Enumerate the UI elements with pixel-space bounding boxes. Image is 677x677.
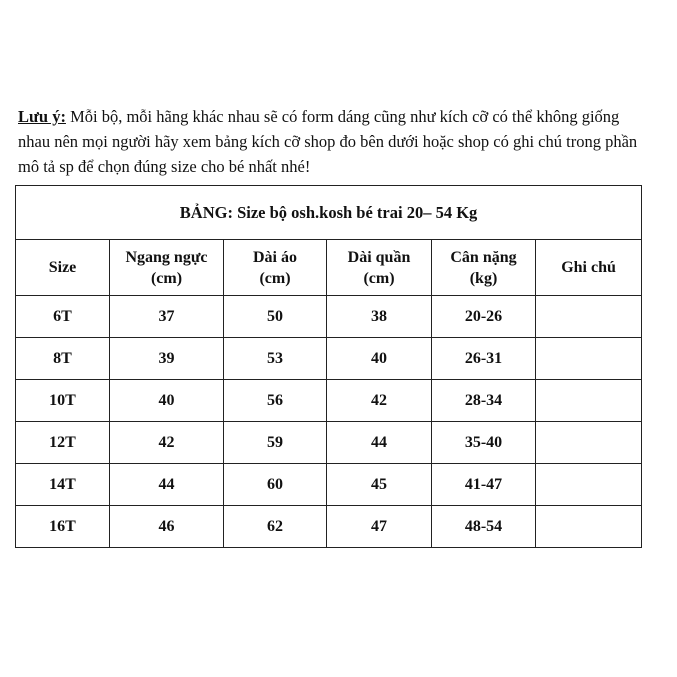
cell-size: 6T <box>16 296 110 338</box>
cell-pants-length: 38 <box>327 296 432 338</box>
header-chest <box>110 240 224 296</box>
cell-pants-length: 47 <box>327 506 432 548</box>
header-shirt-label: Dài áo <box>253 248 297 266</box>
note-text: Mỗi bộ, mỗi hãng khác nhau sẽ có form dáng cũng như kích cỡ có thể không giống nhau nên mọi người hãy xem bảng kích cỡ shop đo bên dưới hoặc shop có ghi chú trong phần mô tả sp để chọn đúng size cho bé nhất nhé! <box>18 107 638 176</box>
cell-weight: 48-54 <box>432 506 536 548</box>
cell-shirt-length: 56 <box>224 380 327 422</box>
header-pants-unit: (cm) <box>363 269 395 287</box>
size-chart-table <box>15 185 642 548</box>
cell-weight: 26-31 <box>432 338 536 380</box>
table-row <box>16 506 642 548</box>
cell-size: 14T <box>16 464 110 506</box>
cell-pants-length: 42 <box>327 380 432 422</box>
cell-notes <box>536 422 642 464</box>
table-row <box>16 296 642 338</box>
cell-weight: 20-26 <box>432 296 536 338</box>
cell-weight: 41-47 <box>432 464 536 506</box>
cell-shirt-length: 62 <box>224 506 327 548</box>
cell-notes <box>536 506 642 548</box>
header-weight-unit: (kg) <box>469 269 498 287</box>
header-weight-label: Cân nặng <box>450 248 517 266</box>
header-pants-label: Dài quần <box>347 248 411 266</box>
table-row <box>16 464 642 506</box>
cell-chest: 40 <box>110 380 224 422</box>
header-shirt-length <box>224 240 327 296</box>
table-row <box>16 422 642 464</box>
cell-chest: 46 <box>110 506 224 548</box>
cell-pants-length: 45 <box>327 464 432 506</box>
header-weight <box>432 240 536 296</box>
cell-shirt-length: 59 <box>224 422 327 464</box>
cell-size: 8T <box>16 338 110 380</box>
cell-notes <box>536 338 642 380</box>
cell-size: 10T <box>16 380 110 422</box>
cell-pants-length: 44 <box>327 422 432 464</box>
cell-notes <box>536 296 642 338</box>
header-chest-unit: (cm) <box>150 269 183 287</box>
size-note <box>18 104 650 179</box>
header-size: Size <box>16 240 110 296</box>
cell-size: 12T <box>16 422 110 464</box>
header-chest-label: Ngang ngực <box>125 248 208 266</box>
cell-notes <box>536 380 642 422</box>
header-pants-length <box>327 240 432 296</box>
cell-shirt-length: 50 <box>224 296 327 338</box>
cell-shirt-length: 60 <box>224 464 327 506</box>
cell-notes <box>536 464 642 506</box>
table-row <box>16 380 642 422</box>
cell-chest: 42 <box>110 422 224 464</box>
cell-weight: 35-40 <box>432 422 536 464</box>
table-row <box>16 338 642 380</box>
cell-shirt-length: 53 <box>224 338 327 380</box>
note-label: Lưu ý: <box>18 107 66 126</box>
cell-pants-length: 40 <box>327 338 432 380</box>
cell-chest: 37 <box>110 296 224 338</box>
header-shirt-unit: (cm) <box>259 269 291 287</box>
header-notes: Ghi chú <box>536 240 642 296</box>
table-header-row <box>16 240 642 296</box>
table-title: BẢNG: Size bộ osh.kosh bé trai 20– 54 Kg <box>16 186 642 240</box>
cell-chest: 39 <box>110 338 224 380</box>
table-title-row <box>16 186 642 240</box>
cell-size: 16T <box>16 506 110 548</box>
cell-weight: 28-34 <box>432 380 536 422</box>
cell-chest: 44 <box>110 464 224 506</box>
